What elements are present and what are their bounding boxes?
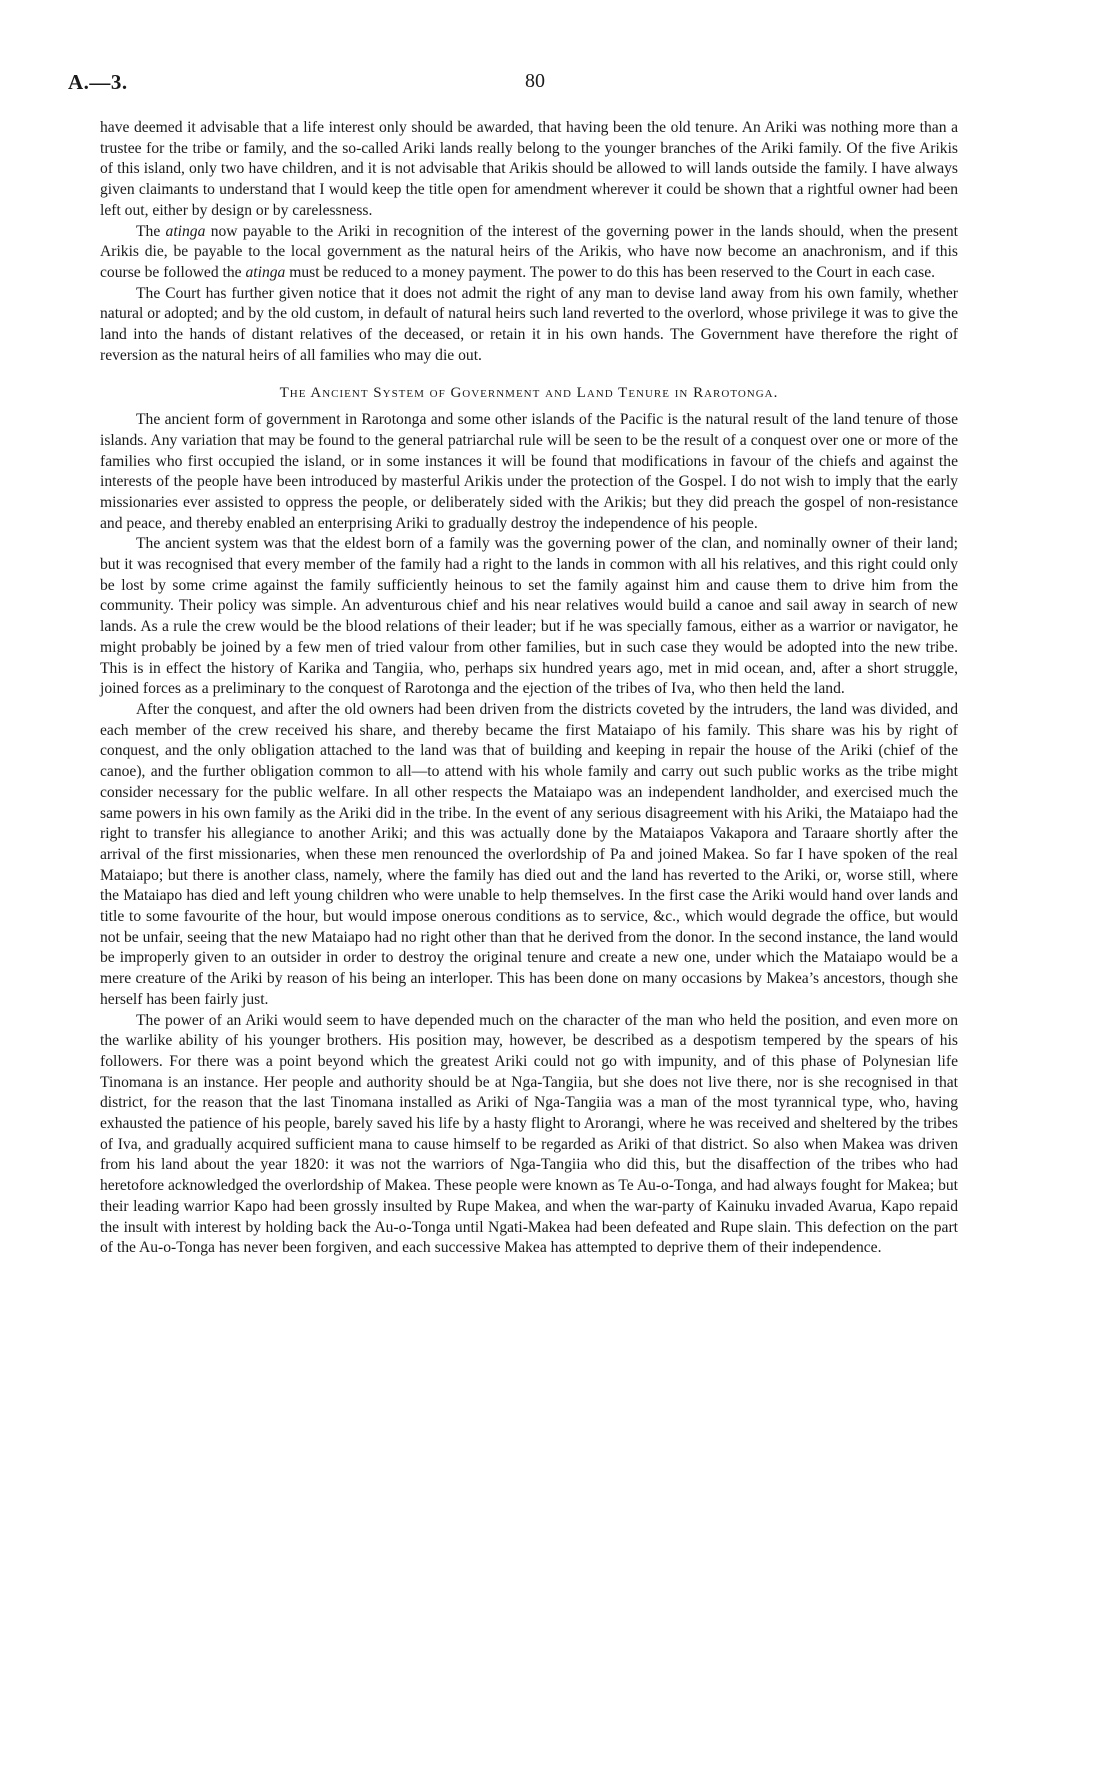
paragraph-2 xyxy=(100,222,958,284)
page-number: 80 xyxy=(525,70,545,92)
paragraph-5: The ancient system was that the eldest born of a family was the governing power of the clan, and nominally owner of their land; but it was recognised that every member of the family had a right to the lands in common with all his relatives, and this right could only be lost by some crime against the family sufficiently heinous to set the family against him and cause them to drive him from the community. Their policy was simple. An adventurous chief and his near relatives would build a canoe and sail away in search of new lands. As a rule the crew would be the blood relations of their leader; but if he was specially famous, either as a warrior or navigator, he might probably be joined by a few men of tried valour from other families, but in such case they would be adopted into the new tribe. This is in effect the history of Karika and Tangiia, who, perhaps six hundred years ago, met in mid ocean, and, after a short struggle, joined forces as a preliminary to the conquest of Rarotonga and the ejection of the tribes of Iva, who then held the land. xyxy=(100,535,958,698)
paragraph-2-text-2: now payable to the Ariki in recognition of the interest of the governing power in the lands should, when the present Arikis die, be payable to the local government as the natural heirs of the Arikis, who have now become an anachronism, and if this course be followed the xyxy=(100,222,958,281)
document-body xyxy=(100,118,958,1259)
paragraph-2-term-2: atinga xyxy=(245,263,286,281)
paragraph-7: The power of an Ariki would seem to have depended much on the character of the man who held the position, and even more on the warlike ability of his younger brothers. His position may, however, be described as a despotism tempered by the spears of his followers. For there was a point beyond which the greatest Ariki could not go with impunity, and of this phase of Polynesian life Tinomana is an instance. Her people and authority should be at Nga-Tangiia, but she does not live there, nor is she recognised in that district, for the reason that the last Tinomana installed as Ariki of Nga-Tangiia was a man of the most tyrannical type, who, having exhausted the patience of his people, barely saved his life by a hasty flight to Arorangi, where he was received and sheltered by the tribes of Iva, and gradually acquired sufficient mana to cause himself to be regarded as Ariki of that district. So also when Makea was driven from his land about the year 1820: it was not the warriors of Nga-Tangiia who did this, but the disaffection of the tribes who had heretofore acknowledged the overlordship of Makea. These people were known as Te Au-o-Tonga, and had always fought for Makea; but their leading warrior Kapo had been grossly insulted by Rupe Makea, and when the war-party of Kainuku invaded Avarua, Kapo repaid the insult with interest by holding back the Au-o-Tonga until Ngati-Makea had been defeated and Rupe slain. This defection on the part of the Au-o-Tonga has never been forgiven, and each successive Makea has attempted to deprive them of their independence. xyxy=(100,1011,958,1257)
paragraph-2-term-1: atinga xyxy=(165,222,206,240)
paragraph-2-text-3: must be reduced to a money payment. The power to do this has been reserved to the Court in each case. xyxy=(285,263,936,281)
paragraph-1: have deemed it advisable that a life interest only should be awarded, that having been the old tenure. An Ariki was nothing more than a trustee for the tribe or family, and the so-called Ariki lands really belong to the younger branches of the Ariki family. Of the five Arikis of this island, only two have children, and it is not advisable that Arikis should be allowed to will lands outside the family. I have always given claimants to understand that I would keep the title open for amendment wherever it could be shown that a rightful owner had been left out, either by design or by carelessness. xyxy=(100,119,958,219)
document-reference: A.—3. xyxy=(68,70,128,94)
paragraph-3: The Court has further given notice that it does not admit the right of any man to devise land away from his own family, whether natural or adopted; and by the old custom, in default of natural heirs such land reverted to the overlord, whose privilege it was to give the land into the hands of distant relatives of the deceased, or retain it in his own hands. The Government have therefore the right of reversion as the natural heirs of all families who may die out. xyxy=(100,284,958,364)
paragraph-4: The ancient form of government in Rarotonga and some other islands of the Pacific is the natural result of the land tenure of those islands. Any variation that may be found to the general patriarchal rule will be seen to be the result of a conquest over one or more of the families who first occupied the island, or in some instances it will be found that modifications in favour of the chiefs and against the interests of the people have been introduced by masterful Arikis under the protection of the Gospel. I do not wish to imply that the early missionaries ever assisted to oppress the people, or deliberately sided with the Arikis; but they did preach the gospel of non-resistance and peace, and thereby enabled an enterprising Ariki to gradually destroy the independence of his people. xyxy=(100,411,958,532)
section-heading: The Ancient System of Government and Land Tenure in Rarotonga. xyxy=(279,385,779,402)
paragraph-2-text-1: The xyxy=(136,222,166,240)
paragraph-6: After the conquest, and after the old owners had been driven from the districts coveted by the intruders, the land was divided, and each member of the crew received his share, and thereby became the first Mataiapo of his family. This share was his by right of conquest, and the only obligation attached to the land was that of building and keeping in repair the house of the Ariki (chief of the canoe), and the further obligation common to all—to attend with his whole family and carry out such public works as the tribe might consider necessary for the public welfare. In all other respects the Mataiapo was an independent landholder, and exercised much the same powers in his own family as the Ariki did in the tribe. In the event of any serious disagreement with his Ariki, the Mataiapo had the right to transfer his allegiance to another Ariki; and this was actually done by the Mataiapos Vakapora and Taraare shortly after the arrival of the first missionaries, when these men renounced the overlordship of Pa and joined Makea. So far I have spoken of the real Mataiapo; but there is another class, namely, where the family has died out and the land has reverted to the Ariki, or, worse still, where the Mataiapo has died and left young children who were unable to help themselves. In the first case the Ariki would hand over lands and title to some favourite of the hour, but would impose onerous conditions as to service, &c., which would degrade the office, but would not be unfair, seeing that the new Mataiapo had no right other than that he derived from the donor. In the second instance, the land would be improperly given to an outsider in order to destroy the original tenure and create a new one, under which the Mataiapo would be a mere creature of the Ariki by reason of his being an interloper. This has been done on many occasions by Makea’s ancestors, though she herself has been fairly just. xyxy=(100,700,958,1008)
